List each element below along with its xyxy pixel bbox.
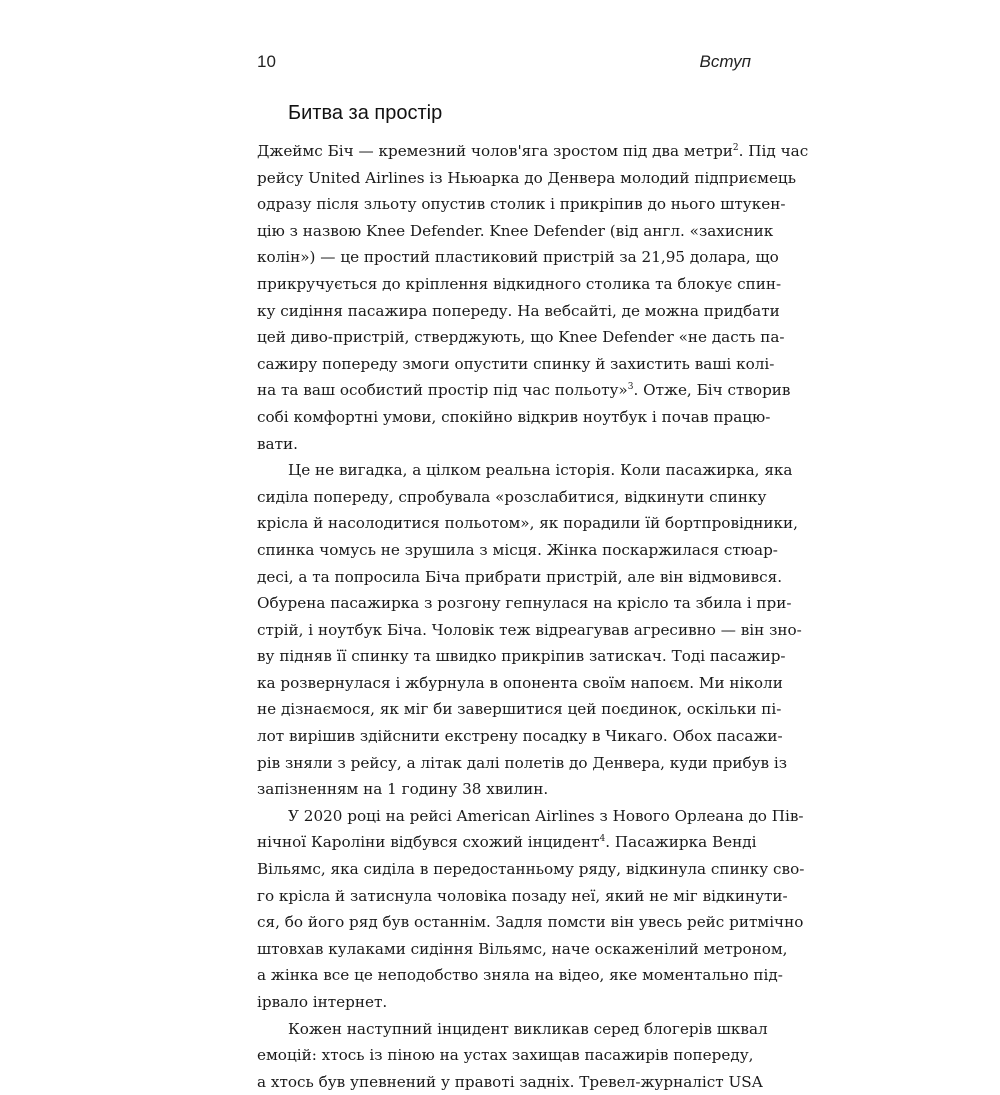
text-line: десі, а та попросила Біча прибрати пристрій, але він відмовився. [257, 567, 783, 586]
text-line: емоцій: хтось із піною на устах захищав пасажирів попереду, [257, 1046, 754, 1065]
text-line: Обурена пасажирка з розгону гепнулася на крісло та збила і при- [257, 594, 792, 613]
text-line: спинка чомусь не зрушила з місця. Жінка поскаржилася стюар- [257, 540, 778, 559]
text-line: собі комфортні умови, спокійно відкрив ноутбук і почав працю- [257, 407, 771, 426]
text-line: крісла й насолодитися польотом», як порадили їй бортпровідники, [257, 514, 798, 533]
text-line: на та ваш особистий простір під час польоту»$^3$. Отже, Біч створив [257, 381, 791, 400]
text-line: ку сидіння пасажира попереду. На вебсайті, де можна придбати [257, 301, 780, 320]
text-line: ся, бо його ряд був останнім. Задля помсти він увесь рейс ритмічно [257, 913, 804, 932]
text-line: рейсу United Airlines із Ньюарка до Денвера молодий підприємець [257, 168, 796, 187]
text-line: нічної Кароліни відбувся схожий інцидент$^4$. Пасажирка Венді [257, 833, 757, 852]
page-header [257, 52, 751, 82]
text-line: не дізнаємося, як міг би завершитися цей поєдинок, оскільки пі- [257, 700, 782, 719]
text-line: запізненням на 1 годину 38 хвилин. [257, 780, 549, 799]
text-line: вати. [257, 434, 298, 453]
text-line: У 2020 році на рейсі American Airlines з Нового Орлеана до Пів- [288, 806, 804, 825]
text-line: лот вирішив здійснити екстрену посадку в Чикаго. Обох пасажи- [257, 727, 783, 746]
section-title: Битва за простір [288, 102, 443, 124]
running-head: Вступ [699, 52, 751, 71]
text-line: сажиру попереду змоги опустити спинку й захистить ваші колі- [257, 354, 775, 373]
paragraph [257, 457, 802, 803]
paragraph [257, 803, 805, 1016]
body-text [257, 138, 809, 1095]
text-line: цію з назвою Knee Defender. Knee Defender (від англ. «захисник [257, 221, 774, 240]
text-line: Це не вигадка, а цілком реальна історія. Коли пасажирка, яка [288, 461, 793, 480]
text-line: ву підняв її спинку та швидко прикріпив затискач. Тоді пасажир- [257, 647, 786, 666]
text-line: Джеймс Біч — кремезний чолов'яга зростом під два метри$^2$. Під час [257, 142, 809, 160]
text-line: одразу після зльоту опустив столик і прикріпив до нього штукен- [257, 195, 786, 214]
paragraph [257, 138, 809, 457]
text-line: ірвало інтернет. [257, 993, 388, 1011]
text-line: го крісла й затиснула чоловіка позаду неї, який не міг відкинути- [257, 886, 788, 905]
text-line: сиділа попереду, спробувала «розслабитися, відкинути спинку [257, 487, 767, 506]
text-line: прикручується до кріплення відкидного столика та блокує спин- [257, 274, 782, 293]
text-line: рів зняли з рейсу, а літак далі полетів до Денвера, куди прибув із [257, 753, 788, 772]
text-line: а жінка все це неподобство зняла на відео, яке моментально під- [257, 966, 783, 985]
text-line: Кожен наступний інцидент викликав серед блогерів шквал [288, 1019, 768, 1038]
text-line: Вільямс, яка сиділа в передостанньому ряду, відкинула спинку сво- [257, 860, 805, 879]
footnote-marker: 4 [599, 834, 606, 845]
text-line: а хтось був упевнений у правоті задніх. Тревел-журналіст USA [257, 1072, 763, 1091]
text-line: колін») — це простий пластиковий пристрій за 21,95 долара, що [257, 248, 779, 267]
footnote-marker: 2 [732, 142, 739, 153]
text-line: ка розвернулася і жбурнула в опонента своїм напоєм. Ми ніколи [257, 673, 783, 692]
text-line: штовхав кулаками сидіння Вільямс, наче оскаженілий метроном, [257, 939, 788, 958]
text-line: стрій, і ноутбук Біча. Чоловік теж відреагував агресивно — він зно- [257, 620, 802, 639]
text-line: цей диво-пристрій, стверджують, що Knee Defender «не дасть па- [257, 328, 785, 347]
paragraph [257, 1016, 768, 1095]
page-number: 10 [257, 52, 276, 71]
footnote-marker: 3 [627, 382, 634, 393]
